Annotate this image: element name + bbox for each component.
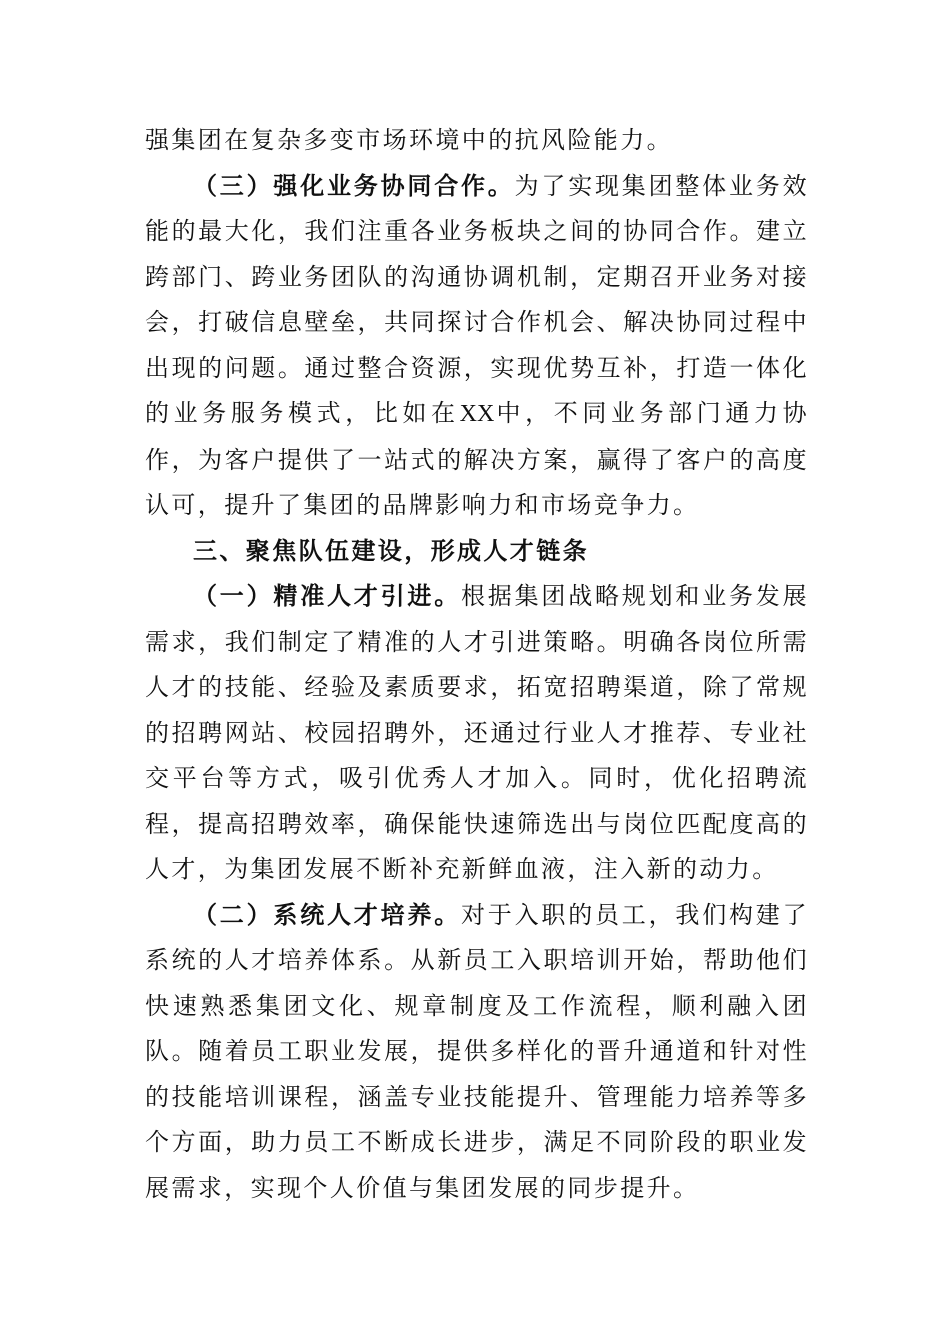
- paragraph-text: 对于入职的员工，我们构建了系统的人才培养体系。从新员工入职培训开始，帮助他们快速熟悉集团文化、规章制度及工作流程，顺利融入团队。随着员工职业发展，提供多样化的晋升通道和针对性的技能培训课程，涵盖专业技能提升、管理能力培养等多个方面，助力员工不断成长进步，满足不同阶段的职业发展需求，实现个人价值与集团发展的同步提升。: [145, 900, 809, 1202]
- paragraph-business-collaboration: [145, 164, 809, 529]
- document-body: [145, 118, 809, 1211]
- paragraph-continuation: [145, 118, 809, 164]
- paragraph-lead: （一）精准人才引进。: [193, 582, 461, 610]
- paragraph-text: 根据集团战略规划和业务发展需求，我们制定了精准的人才引进策略。明确各岗位所需人才的技能、经验及素质要求，拓宽招聘渠道，除了常规的招聘网站、校园招聘外，还通过行业人才推荐、专业社交平台等方式，吸引优秀人才加入。同时，优化招聘流程，提高招聘效率，确保能快速筛选出与岗位匹配度高的人才，为集团发展不断补充新鲜血液，注入新的动力。: [145, 582, 809, 883]
- placeholder-xx: XX: [459, 401, 495, 427]
- paragraph-talent-recruitment: [145, 574, 809, 893]
- paragraph-text: 强集团在复杂多变市场环境中的抗风险能力。: [145, 126, 673, 154]
- section-heading: 三、聚焦队伍建设，形成人才链条: [193, 536, 589, 565]
- paragraph-talent-training: [145, 893, 809, 1212]
- paragraph-lead: （二）系统人才培养。: [193, 900, 461, 929]
- paragraph-lead: （三）强化业务协同合作。: [193, 171, 515, 200]
- paragraph-text: 中，不同业务部门通力协作，为客户提供了一站式的解决方案，赢得了客户的高度认可，提升了集团的品牌影响力和市场竞争力。: [145, 399, 810, 519]
- paragraph-text: 为了实现集团整体业务效能的最大化，我们注重各业务板块之间的协同合作。建立跨部门、跨业务团队的沟通协调机制，定期召开业务对接会，打破信息壁垒，共同探讨合作机会、解决协同过程中出现的问题。通过整合资源，实现优势互补，打造一体化的业务服务模式，比如在: [145, 171, 809, 427]
